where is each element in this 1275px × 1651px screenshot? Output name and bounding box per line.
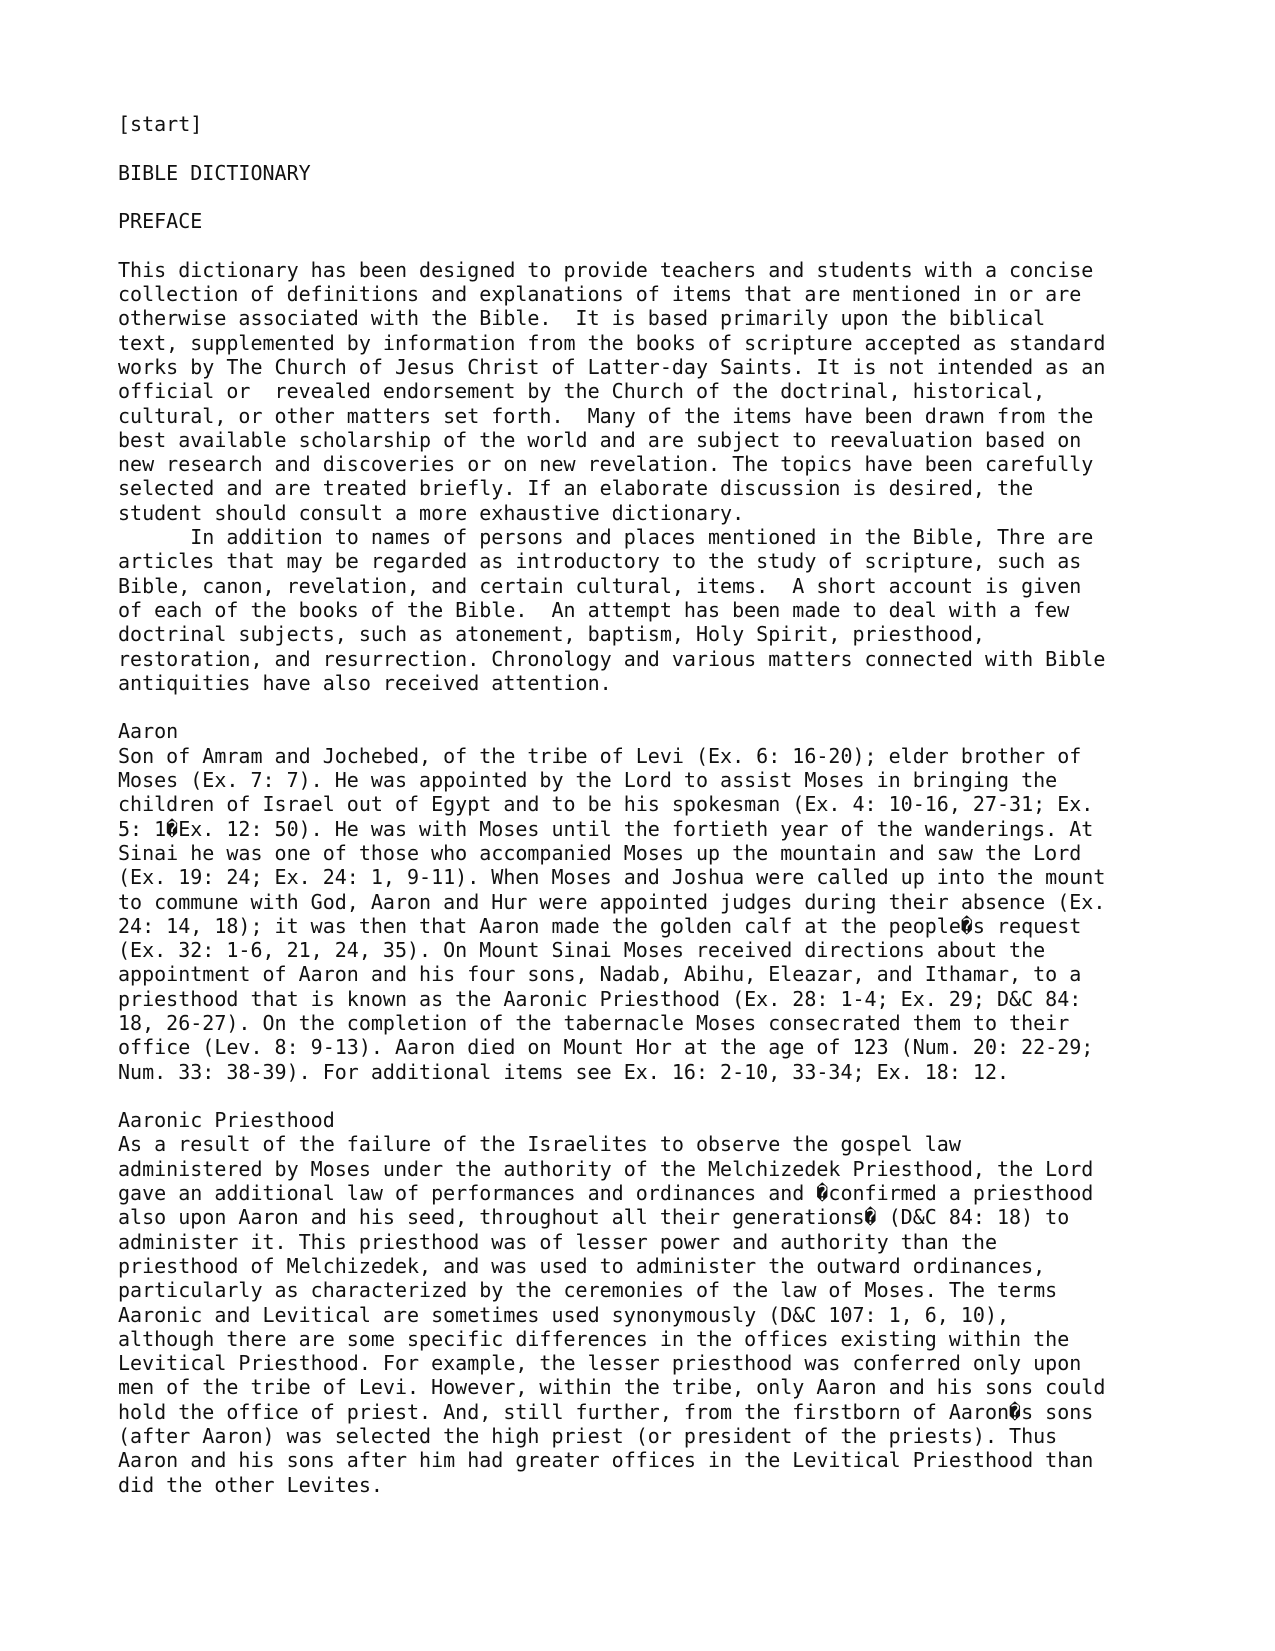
entry-line: 24: 14, 18); it was then that Aaron made the golden calf at the people�s request <box>118 913 1082 938</box>
document-title: BIBLE DICTIONARY <box>118 160 311 185</box>
entry-line: administer it. This priesthood was of lesser power and authority than the <box>118 1229 997 1254</box>
entry-line: appointment of Aaron and his four sons, Nadab, Abihu, Eleazar, and Ithamar, to a <box>118 962 1082 987</box>
entry-line: administered by Moses under the authority of the Melchizedek Priesthood, the Lord <box>118 1156 1094 1181</box>
preface-line: collection of definitions and explanations of items that are mentioned in or are <box>118 282 1082 307</box>
entry-line: (after Aaron) was selected the high priest (or president of the priests). Thus <box>118 1424 1058 1449</box>
entry-line: although there are some specific differences in the offices existing within the <box>118 1326 1070 1351</box>
entry-line: As a result of the failure of the Israelites to observe the gospel law <box>118 1132 961 1157</box>
preface-line: of each of the books of the Bible. An attempt has been made to deal with a few <box>118 597 1070 622</box>
entry-line: hold the office of priest. And, still further, from the firstborn of Aaron�s sons <box>118 1399 1094 1424</box>
spacer <box>118 136 1218 160</box>
entry-line: Sinai he was one of those who accompanied Moses up the mountain and saw the Lord <box>118 840 1082 865</box>
preface-line: Bible, canon, revelation, and certain cultural, items. A short account is given <box>118 573 1082 598</box>
entry-heading: Aaronic Priesthood <box>118 1108 335 1133</box>
entry-heading: Aaron <box>118 719 179 744</box>
entry-line: office (Lev. 8: 9-13). Aaron died on Mount Hor at the age of 123 (Num. 20: 22-29; <box>118 1035 1094 1060</box>
entry-line: (Ex. 32: 1-6, 21, 24, 35). On Mount Sinai Moses received directions about the <box>118 938 1046 963</box>
preface-line: official or revealed endorsement by the Church of the doctrinal, historical, <box>118 379 1046 404</box>
entry-line: Aaron and his sons after him had greater offices in the Levitical Priesthood than <box>118 1448 1094 1473</box>
entry-line: Levitical Priesthood. For example, the lesser priesthood was conferred only upon <box>118 1351 1082 1376</box>
entry-line: also upon Aaron and his seed, throughout all their generations� (D&C 84: 18) to <box>118 1205 1070 1230</box>
spacer <box>118 1084 1218 1108</box>
preface-body <box>118 258 1218 695</box>
preface-line: articles that may be regarded as introductory to the study of scripture, such as <box>118 549 1082 574</box>
entry-line: 5: 1�Ex. 12: 50). He was with Moses until the fortieth year of the wanderings. At <box>118 816 1094 841</box>
preface-line: In addition to names of persons and places mentioned in the Bible, Thre are <box>118 525 1094 550</box>
preface-line: best available scholarship of the world and are subject to reevaluation based on <box>118 427 1082 452</box>
entry-line: 18, 26-27). On the completion of the tabernacle Moses consecrated them to their <box>118 1010 1070 1035</box>
preface-line: restoration, and resurrection. Chronology and various matters connected with Bible <box>118 646 1106 671</box>
preface-line: cultural, or other matters set forth. Many of the items have been drawn from the <box>118 403 1094 428</box>
preface-heading: PREFACE <box>118 209 203 234</box>
entry-line: men of the tribe of Levi. However, within the tribe, only Aaron and his sons could <box>118 1375 1106 1400</box>
document-page <box>118 112 1218 1497</box>
preface-line: new research and discoveries or on new revelation. The topics have been carefully <box>118 452 1094 477</box>
entry-line: (Ex. 19: 24; Ex. 24: 1, 9-11). When Moses and Joshua were called up into the mount <box>118 865 1106 890</box>
entry-line: did the other Levites. <box>118 1472 383 1497</box>
entry-line: Num. 33: 38-39). For additional items see Ex. 16: 2-10, 33-34; Ex. 18: 12. <box>118 1059 1010 1084</box>
spacer <box>118 695 1218 719</box>
entry-line: children of Israel out of Egypt and to be his spokesman (Ex. 4: 10-16, 27-31; Ex. <box>118 792 1094 817</box>
entry-line: Moses (Ex. 7: 7). He was appointed by the Lord to assist Moses in bringing the <box>118 768 1058 793</box>
spacer <box>118 185 1218 209</box>
entry-line: Son of Amram and Jochebed, of the tribe of Levi (Ex. 6: 16-20); elder brother of <box>118 743 1082 768</box>
entry-aaronic-priesthood <box>118 1108 1218 1497</box>
preface-line: antiquities have also received attention. <box>118 670 612 695</box>
preface-line: This dictionary has been designed to provide teachers and students with a concise <box>118 257 1094 282</box>
entry-line: gave an additional law of performances and ordinances and �confirmed a priesthood <box>118 1181 1094 1206</box>
preface-line: selected and are treated briefly. If an elaborate discussion is desired, the <box>118 476 1034 501</box>
entry-line: Aaronic and Levitical are sometimes used synonymously (D&C 107: 1, 6, 10), <box>118 1302 1010 1327</box>
entry-aaron <box>118 719 1218 1083</box>
preface-line: works by The Church of Jesus Christ of Latter-day Saints. It is not intended as an <box>118 354 1106 379</box>
entry-line: particularly as characterized by the ceremonies of the law of Moses. The terms <box>118 1278 1058 1303</box>
entry-line: priesthood that is known as the Aaronic Priesthood (Ex. 28: 1-4; Ex. 29; D&C 84: <box>118 986 1082 1011</box>
preface-line: doctrinal subjects, such as atonement, baptism, Holy Spirit, priesthood, <box>118 622 985 647</box>
entry-line: priesthood of Melchizedek, and was used to administer the outward ordinances, <box>118 1253 1046 1278</box>
start-marker: [start] <box>118 112 203 136</box>
spacer <box>118 233 1218 257</box>
preface-line: otherwise associated with the Bible. It is based primarily upon the biblical <box>118 306 1046 331</box>
entry-line: to commune with God, Aaron and Hur were appointed judges during their absence (Ex. <box>118 889 1106 914</box>
preface-line: text, supplemented by information from the books of scripture accepted as standard <box>118 330 1106 355</box>
preface-line: student should consult a more exhaustive dictionary. <box>118 500 745 525</box>
